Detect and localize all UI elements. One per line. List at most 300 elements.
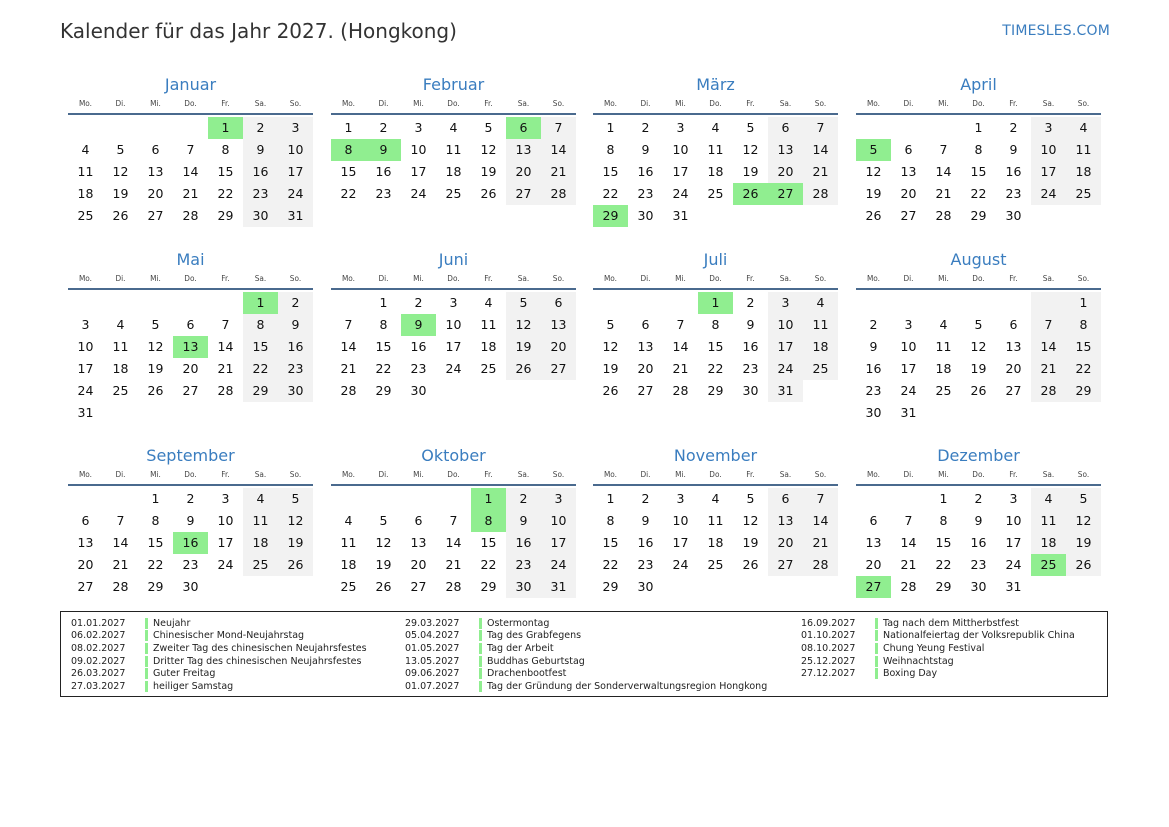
month-1 — [68, 73, 313, 227]
day-cell: 17 — [900, 361, 917, 376]
day-cell: 23 — [506, 554, 541, 576]
day-cell: 13 — [506, 139, 541, 161]
day-cell: 19 — [480, 164, 497, 179]
holiday-column — [61, 617, 367, 693]
day-cell: 14 — [803, 510, 838, 532]
day-cell: 22 — [1066, 358, 1101, 380]
holiday-day-cell: 25 — [1031, 554, 1066, 576]
day-cell: 18 — [340, 557, 357, 572]
weekday-label: So. — [552, 274, 565, 283]
empty-cell — [436, 488, 471, 510]
holiday-entry — [791, 667, 1075, 680]
day-cell: 5 — [746, 120, 755, 135]
day-cell: 27 — [77, 579, 94, 594]
empty-cell — [278, 576, 313, 598]
day-cell: 11 — [935, 339, 952, 354]
empty-cell — [173, 292, 208, 314]
day-cell: 11 — [803, 314, 838, 336]
day-cell: 29 — [375, 383, 392, 398]
day-cell: 1 — [379, 295, 388, 310]
day-cell: 19 — [865, 186, 882, 201]
day-cell: 2 — [641, 491, 650, 506]
day-cell: 16 — [637, 164, 654, 179]
day-cell: 15 — [217, 164, 234, 179]
day-cell: 17 — [77, 361, 94, 376]
day-cell: 16 — [506, 532, 541, 554]
day-cell: 8 — [939, 513, 948, 528]
day-cell: 5 — [746, 491, 755, 506]
month-name: Mai — [176, 250, 205, 269]
day-cell: 30 — [243, 205, 278, 227]
holiday-date: 05.04.2027 — [405, 630, 460, 642]
day-cell: 18 — [707, 535, 724, 550]
empty-cell — [768, 205, 803, 227]
holiday-name: Weihnachtstag — [883, 655, 954, 667]
holiday-entry — [61, 680, 367, 693]
holiday-day-cell: 27 — [856, 576, 891, 598]
empty-cell — [541, 380, 576, 402]
day-cell: 22 — [375, 361, 392, 376]
day-cell: 8 — [379, 317, 388, 332]
holiday-column — [791, 617, 1075, 680]
day-cell: 23 — [970, 557, 987, 572]
day-cell: 5 — [974, 317, 983, 332]
weekday-label: Do. — [972, 470, 985, 479]
day-cell: 30 — [865, 405, 882, 420]
weekday-label: Mo. — [78, 99, 93, 108]
weekday-label: So. — [289, 274, 302, 283]
day-cell: 3 — [414, 120, 423, 135]
day-cell: 17 — [672, 164, 689, 179]
holiday-marker — [145, 618, 148, 629]
day-cell: 11 — [707, 513, 724, 528]
holiday-entry — [791, 655, 1075, 668]
day-cell: 20 — [77, 557, 94, 572]
day-cell: 31 — [541, 576, 576, 598]
day-cell: 9 — [869, 339, 878, 354]
month-name: August — [950, 250, 1007, 269]
weekday-label: Mi. — [413, 274, 424, 283]
day-cell: 6 — [641, 317, 650, 332]
day-cell: 2 — [506, 488, 541, 510]
holiday-date: 01.05.2027 — [405, 642, 460, 654]
empty-cell — [68, 117, 103, 139]
day-cell: 11 — [340, 535, 357, 550]
day-cell: 20 — [506, 161, 541, 183]
holiday-date: 13.05.2027 — [405, 655, 460, 667]
holiday-marker — [145, 656, 148, 667]
day-cell: 27 — [900, 208, 917, 223]
day-cell: 24 — [278, 183, 313, 205]
holiday-name: Tag des Grabfegens — [487, 630, 582, 642]
month-9 — [68, 444, 313, 598]
weekday-label: Di. — [378, 274, 389, 283]
page-title: Kalender für das Jahr 2027. (Hongkong) — [60, 19, 457, 43]
day-cell: 3 — [676, 120, 685, 135]
weekday-label: Mo. — [603, 470, 618, 479]
day-cell: 12 — [602, 339, 619, 354]
day-grid — [593, 488, 838, 598]
weekday-label: Mi. — [413, 470, 424, 479]
day-cell: 13 — [77, 535, 94, 550]
day-cell: 3 — [904, 317, 913, 332]
weekday-label: Mo. — [341, 470, 356, 479]
day-cell: 18 — [243, 532, 278, 554]
day-cell: 2 — [974, 491, 983, 506]
month-name: Oktober — [421, 446, 486, 465]
weekday-label: Sa. — [517, 99, 530, 108]
day-cell: 7 — [116, 513, 125, 528]
day-cell: 28 — [935, 208, 952, 223]
day-cell: 28 — [541, 183, 576, 205]
day-cell: 4 — [939, 317, 948, 332]
empty-cell — [103, 488, 138, 510]
weekday-label: Do. — [709, 470, 722, 479]
day-cell: 17 — [1031, 161, 1066, 183]
day-cell: 21 — [1031, 358, 1066, 380]
holiday-marker — [479, 668, 482, 679]
day-grid — [68, 117, 313, 227]
day-cell: 9 — [746, 317, 755, 332]
weekday-label: Fr. — [746, 470, 755, 479]
empty-cell — [366, 488, 401, 510]
month-name: Juni — [438, 250, 469, 269]
weekday-label: Di. — [115, 470, 126, 479]
day-cell: 23 — [182, 557, 199, 572]
day-cell: 10 — [1031, 139, 1066, 161]
weekday-label: Mo. — [78, 274, 93, 283]
empty-cell — [996, 402, 1031, 424]
day-cell: 7 — [449, 513, 458, 528]
empty-cell — [243, 576, 278, 598]
day-cell: 15 — [602, 164, 619, 179]
holiday-day-cell: 5 — [856, 139, 891, 161]
day-cell: 27 — [768, 554, 803, 576]
day-cell: 27 — [506, 183, 541, 205]
day-cell: 13 — [147, 164, 164, 179]
day-cell: 16 — [243, 161, 278, 183]
holiday-day-cell: 9 — [401, 314, 436, 336]
day-cell: 19 — [112, 186, 129, 201]
weekday-label: Mi. — [150, 274, 161, 283]
holiday-date: 08.02.2027 — [71, 642, 126, 654]
day-cell: 18 — [1066, 161, 1101, 183]
holiday-day-cell: 29 — [593, 205, 628, 227]
day-cell: 27 — [147, 208, 164, 223]
day-cell: 26 — [865, 208, 882, 223]
day-cell: 3 — [221, 491, 230, 506]
holiday-name: Guter Freitag — [153, 668, 216, 680]
weekday-label: Do. — [972, 274, 985, 283]
day-cell: 24 — [77, 383, 94, 398]
day-cell: 14 — [900, 535, 917, 550]
month-8 — [856, 248, 1101, 424]
day-cell: 15 — [935, 535, 952, 550]
day-cell: 6 — [904, 142, 913, 157]
holiday-marker — [145, 643, 148, 654]
empty-cell — [436, 380, 471, 402]
month-11 — [593, 444, 838, 598]
day-cell: 19 — [506, 336, 541, 358]
day-cell: 19 — [970, 361, 987, 376]
empty-cell — [103, 117, 138, 139]
day-cell: 12 — [375, 535, 392, 550]
day-grid — [331, 117, 576, 205]
day-cell: 12 — [506, 314, 541, 336]
day-cell: 28 — [1031, 380, 1066, 402]
weekday-label: Do. — [447, 274, 460, 283]
day-cell: 18 — [1031, 532, 1066, 554]
weekday-label: Di. — [903, 274, 914, 283]
day-cell: 7 — [1031, 314, 1066, 336]
month-12 — [856, 444, 1101, 598]
empty-cell — [208, 576, 243, 598]
weekday-label: Do. — [447, 99, 460, 108]
day-cell: 19 — [742, 535, 759, 550]
weekday-label: So. — [814, 470, 827, 479]
day-cell: 30 — [970, 579, 987, 594]
day-cell: 10 — [541, 510, 576, 532]
weekday-label: Mo. — [866, 470, 881, 479]
day-cell: 2 — [641, 120, 650, 135]
weekday-label: Do. — [184, 470, 197, 479]
day-cell: 21 — [541, 161, 576, 183]
holiday-date: 26.03.2027 — [71, 668, 126, 680]
weekday-label: Fr. — [221, 470, 230, 479]
day-cell: 26 — [506, 358, 541, 380]
day-cell: 21 — [900, 557, 917, 572]
weekday-label: Sa. — [779, 99, 792, 108]
day-cell: 4 — [1031, 488, 1066, 510]
day-cell: 29 — [602, 579, 619, 594]
day-grid — [68, 488, 313, 598]
day-cell: 24 — [410, 186, 427, 201]
holiday-name: heiliger Samstag — [153, 680, 234, 692]
weekday-header — [593, 468, 838, 486]
day-cell: 28 — [803, 183, 838, 205]
day-cell: 1 — [344, 120, 353, 135]
day-cell: 7 — [939, 142, 948, 157]
day-cell: 19 — [602, 361, 619, 376]
empty-cell — [926, 117, 961, 139]
day-cell: 23 — [742, 361, 759, 376]
day-cell: 18 — [803, 336, 838, 358]
day-cell: 9 — [243, 139, 278, 161]
holiday-marker — [145, 630, 148, 641]
day-cell: 20 — [410, 557, 427, 572]
day-cell: 5 — [484, 120, 493, 135]
weekday-header — [593, 272, 838, 290]
day-cell: 26 — [112, 208, 129, 223]
day-cell: 10 — [217, 513, 234, 528]
day-cell: 4 — [1066, 117, 1101, 139]
day-cell: 12 — [742, 142, 759, 157]
day-cell: 1 — [939, 491, 948, 506]
day-cell: 29 — [147, 579, 164, 594]
day-cell: 21 — [182, 186, 199, 201]
day-cell: 27 — [541, 358, 576, 380]
empty-cell — [803, 205, 838, 227]
day-cell: 21 — [340, 361, 357, 376]
day-cell: 14 — [445, 535, 462, 550]
day-cell: 5 — [506, 292, 541, 314]
holiday-day-cell: 16 — [173, 532, 208, 554]
day-cell: 13 — [637, 339, 654, 354]
holiday-entry — [395, 630, 767, 643]
holiday-marker — [145, 668, 148, 679]
day-cell: 17 — [410, 164, 427, 179]
empty-cell — [1066, 205, 1101, 227]
day-cell: 6 — [869, 513, 878, 528]
day-cell: 24 — [1031, 183, 1066, 205]
day-cell: 12 — [865, 164, 882, 179]
holiday-name: Tag der Gründung der Sonderverwaltungsregion Hongkong — [487, 680, 768, 692]
weekday-label: Mo. — [341, 99, 356, 108]
day-cell: 6 — [186, 317, 195, 332]
weekday-label: Di. — [378, 99, 389, 108]
weekday-label: Fr. — [1009, 274, 1018, 283]
weekday-label: Mo. — [341, 274, 356, 283]
day-cell: 18 — [480, 339, 497, 354]
month-7 — [593, 248, 838, 402]
day-cell: 14 — [935, 164, 952, 179]
weekday-label: Mo. — [866, 99, 881, 108]
weekday-label: Di. — [115, 99, 126, 108]
weekday-label: Di. — [640, 99, 651, 108]
day-cell: 23 — [243, 183, 278, 205]
empty-cell — [663, 292, 698, 314]
day-cell: 29 — [970, 208, 987, 223]
weekday-label: Mi. — [150, 99, 161, 108]
day-cell: 10 — [768, 314, 803, 336]
day-cell: 28 — [803, 554, 838, 576]
day-cell: 14 — [217, 339, 234, 354]
brand-link[interactable]: TIMESLES.COM — [1002, 23, 1110, 39]
day-cell: 26 — [602, 383, 619, 398]
weekday-label: Do. — [184, 99, 197, 108]
day-grid — [68, 292, 313, 424]
holiday-day-cell: 1 — [208, 117, 243, 139]
weekday-label: So. — [289, 470, 302, 479]
day-cell: 18 — [445, 164, 462, 179]
weekday-label: So. — [552, 470, 565, 479]
day-cell: 12 — [970, 339, 987, 354]
holiday-day-cell: 8 — [471, 510, 506, 532]
day-cell: 4 — [803, 292, 838, 314]
day-cell: 11 — [707, 142, 724, 157]
day-cell: 15 — [340, 164, 357, 179]
month-name: März — [696, 75, 735, 94]
holiday-date: 27.03.2027 — [71, 680, 126, 692]
day-cell: 16 — [410, 339, 427, 354]
day-cell: 12 — [742, 513, 759, 528]
empty-cell — [68, 292, 103, 314]
day-cell: 20 — [865, 557, 882, 572]
day-cell: 29 — [935, 579, 952, 594]
day-cell: 24 — [445, 361, 462, 376]
day-cell: 14 — [541, 139, 576, 161]
day-cell: 6 — [81, 513, 90, 528]
day-cell: 8 — [221, 142, 230, 157]
weekday-label: Sa. — [1042, 274, 1055, 283]
weekday-label: Do. — [184, 274, 197, 283]
empty-cell — [1031, 576, 1066, 598]
day-cell: 25 — [112, 383, 129, 398]
day-cell: 26 — [480, 186, 497, 201]
day-cell: 8 — [606, 513, 615, 528]
day-cell: 4 — [243, 488, 278, 510]
day-cell: 20 — [900, 186, 917, 201]
weekday-label: Mi. — [938, 99, 949, 108]
empty-cell — [856, 488, 891, 510]
empty-cell — [173, 402, 208, 424]
month-name: November — [673, 446, 758, 465]
holiday-marker — [479, 618, 482, 629]
day-cell: 25 — [707, 186, 724, 201]
weekday-header — [331, 468, 576, 486]
holiday-name: Chung Yeung Festival — [883, 642, 985, 654]
weekday-header — [68, 97, 313, 115]
empty-cell — [803, 576, 838, 598]
empty-cell — [1031, 402, 1066, 424]
day-cell: 21 — [112, 557, 129, 572]
month-name: April — [960, 75, 997, 94]
day-cell: 23 — [278, 358, 313, 380]
day-cell: 7 — [344, 317, 353, 332]
day-cell: 26 — [375, 579, 392, 594]
holiday-column — [395, 617, 767, 693]
day-cell: 12 — [480, 142, 497, 157]
holiday-name: Boxing Day — [883, 668, 938, 680]
day-cell: 13 — [1005, 339, 1022, 354]
holiday-entry — [61, 655, 367, 668]
empty-cell — [506, 380, 541, 402]
empty-cell — [103, 292, 138, 314]
day-cell: 26 — [278, 554, 313, 576]
day-cell: 3 — [768, 292, 803, 314]
empty-cell — [331, 488, 366, 510]
holiday-marker — [875, 656, 878, 667]
day-cell: 6 — [768, 117, 803, 139]
day-cell: 26 — [1066, 554, 1101, 576]
weekday-label: Mi. — [150, 470, 161, 479]
empty-cell — [803, 380, 838, 402]
day-cell: 25 — [340, 579, 357, 594]
day-cell: 5 — [151, 317, 160, 332]
weekday-label: Di. — [115, 274, 126, 283]
day-cell: 10 — [445, 317, 462, 332]
day-grid — [856, 292, 1101, 424]
weekday-label: Mi. — [938, 470, 949, 479]
empty-cell — [1031, 205, 1066, 227]
day-cell: 16 — [637, 535, 654, 550]
day-cell: 1 — [151, 491, 160, 506]
day-cell: 26 — [147, 383, 164, 398]
day-cell: 8 — [1066, 314, 1101, 336]
day-cell: 26 — [970, 383, 987, 398]
day-cell: 9 — [641, 142, 650, 157]
day-cell: 3 — [81, 317, 90, 332]
day-cell: 5 — [606, 317, 615, 332]
day-cell: 10 — [672, 142, 689, 157]
weekday-label: Fr. — [221, 99, 230, 108]
day-cell: 23 — [375, 186, 392, 201]
day-cell: 20 — [541, 336, 576, 358]
day-cell: 17 — [541, 532, 576, 554]
day-cell: 24 — [1005, 557, 1022, 572]
day-cell: 31 — [278, 205, 313, 227]
day-cell: 29 — [480, 579, 497, 594]
